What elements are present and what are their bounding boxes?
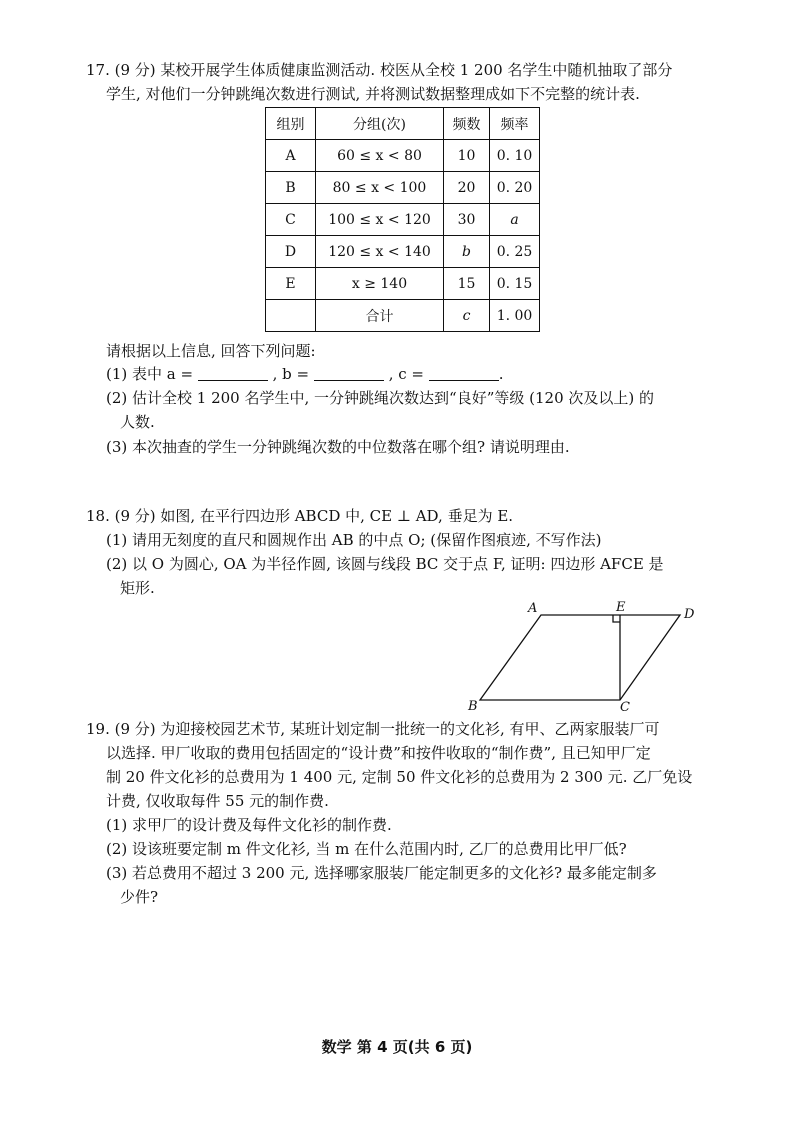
table-cell: b — [444, 236, 490, 268]
table-cell: 0. 15 — [490, 268, 540, 300]
q17-part3: (3) 本次抽查的学生一分钟跳绳次数的中位数落在哪个组? 请说明理由. — [106, 438, 570, 456]
point-label-a: A — [528, 601, 538, 616]
q18-stem: 18. (9 分) 如图, 在平行四边形 ABCD 中, CE ⊥ AD, 垂足为 E. — [86, 507, 514, 525]
q17-part1-b-label: , b = — [272, 365, 310, 383]
table-cell: A — [266, 140, 316, 172]
table-row — [266, 236, 540, 268]
answer-blank-c — [429, 366, 499, 381]
table-cell: c — [444, 300, 490, 332]
table-cell: E — [266, 268, 316, 300]
answer-blank-b — [314, 366, 384, 381]
header-cell: 组别 — [266, 108, 316, 140]
q17-part1 — [106, 364, 504, 384]
table-row — [266, 140, 540, 172]
header-cell: 频数 — [444, 108, 490, 140]
q17-prompt: 请根据以上信息, 回答下列问题: — [106, 342, 316, 360]
q19-stem-line4: 计费, 仅收取每件 55 元的制作费. — [106, 792, 329, 810]
table-cell: 1. 00 — [490, 300, 540, 332]
table-cell: a — [490, 204, 540, 236]
q17-part2-line2: 人数. — [120, 413, 155, 431]
q19-part1: (1) 求甲厂的设计费及每件文化衫的制作费. — [106, 816, 392, 834]
table-cell: 20 — [444, 172, 490, 204]
parallelogram-figure — [460, 598, 710, 713]
table-cell: 0. 20 — [490, 172, 540, 204]
table-row — [266, 268, 540, 300]
q17-stem-line1: 17. (9 分) 某校开展学生体质健康监测活动. 校医从全校 1 200 名学生中随机抽取了部分 — [86, 61, 673, 79]
q17-part2-line1: (2) 估计全校 1 200 名学生中, 一分钟跳绳次数达到“良好”等级 (120 次及以上) 的 — [106, 389, 655, 407]
table-cell: x ≥ 140 — [316, 268, 444, 300]
q17-part1-c-label: , c = — [388, 365, 424, 383]
table-cell — [266, 300, 316, 332]
q19-stem-line1: 19. (9 分) 为迎接校园艺术节, 某班计划定制一批统一的文化衫, 有甲、乙两家服装厂可 — [86, 720, 660, 738]
table-cell: 0. 25 — [490, 236, 540, 268]
q19-stem-line3: 制 20 件文化衫的总费用为 1 400 元, 定制 50 件文化衫的总费用为 2 300 元. 乙厂免设 — [106, 768, 693, 786]
q19-stem-line2: 以选择. 甲厂收取的费用包括固定的“设计费”和按件收取的“制作费”, 且已知甲厂定 — [106, 744, 651, 762]
point-label-e: E — [616, 600, 626, 615]
q19-part3-line1: (3) 若总费用不超过 3 200 元, 选择哪家服装厂能定制更多的文化衫? 最多能定制多 — [106, 864, 657, 882]
table-cell: 100 ≤ x < 120 — [316, 204, 444, 236]
q18-part2-line1: (2) 以 O 为圆心, OA 为半径作圆, 该圆与线段 BC 交于点 F, 证明: 四边形 AFCE 是 — [106, 555, 664, 573]
table-cell: 30 — [444, 204, 490, 236]
q17-part1-a-label: (1) 表中 a = — [106, 365, 194, 383]
q19-part3-line2: 少件? — [120, 888, 159, 906]
table-cell: D — [266, 236, 316, 268]
table-cell: 合计 — [316, 300, 444, 332]
table-row — [266, 172, 540, 204]
table-cell: C — [266, 204, 316, 236]
point-label-c: C — [620, 700, 630, 713]
parallelogram-abcd — [480, 615, 680, 700]
table-cell: 10 — [444, 140, 490, 172]
table-cell: 80 ≤ x < 100 — [316, 172, 444, 204]
table-cell: 60 ≤ x < 80 — [316, 140, 444, 172]
q17-part1-end: . — [498, 365, 504, 383]
table-cell: 15 — [444, 268, 490, 300]
table-header-row — [266, 108, 540, 140]
table-total-row — [266, 300, 540, 332]
table-cell: 0. 10 — [490, 140, 540, 172]
point-label-d: D — [684, 607, 695, 622]
q19-part2: (2) 设该班要定制 m 件文化衫, 当 m 在什么范围内时, 乙厂的总费用比甲厂低? — [106, 840, 627, 858]
point-label-b: B — [468, 699, 478, 713]
table-cell: 120 ≤ x < 140 — [316, 236, 444, 268]
table-row — [266, 204, 540, 236]
q17-stem-line2: 学生, 对他们一分钟跳绳次数进行测试, 并将测试数据整理成如下不完整的统计表. — [106, 85, 640, 103]
header-cell: 分组(次) — [316, 108, 444, 140]
right-angle-mark — [613, 615, 620, 622]
q18-part2-line2: 矩形. — [120, 579, 155, 597]
table-cell: B — [266, 172, 316, 204]
q17-stat-table — [265, 107, 540, 332]
page-footer: 数学 第 4 页(共 6 页) — [321, 1038, 473, 1056]
answer-blank-a — [198, 366, 268, 381]
header-cell: 频率 — [490, 108, 540, 140]
q18-part1: (1) 请用无刻度的直尺和圆规作出 AB 的中点 O; (保留作图痕迹, 不写作法) — [106, 531, 602, 549]
